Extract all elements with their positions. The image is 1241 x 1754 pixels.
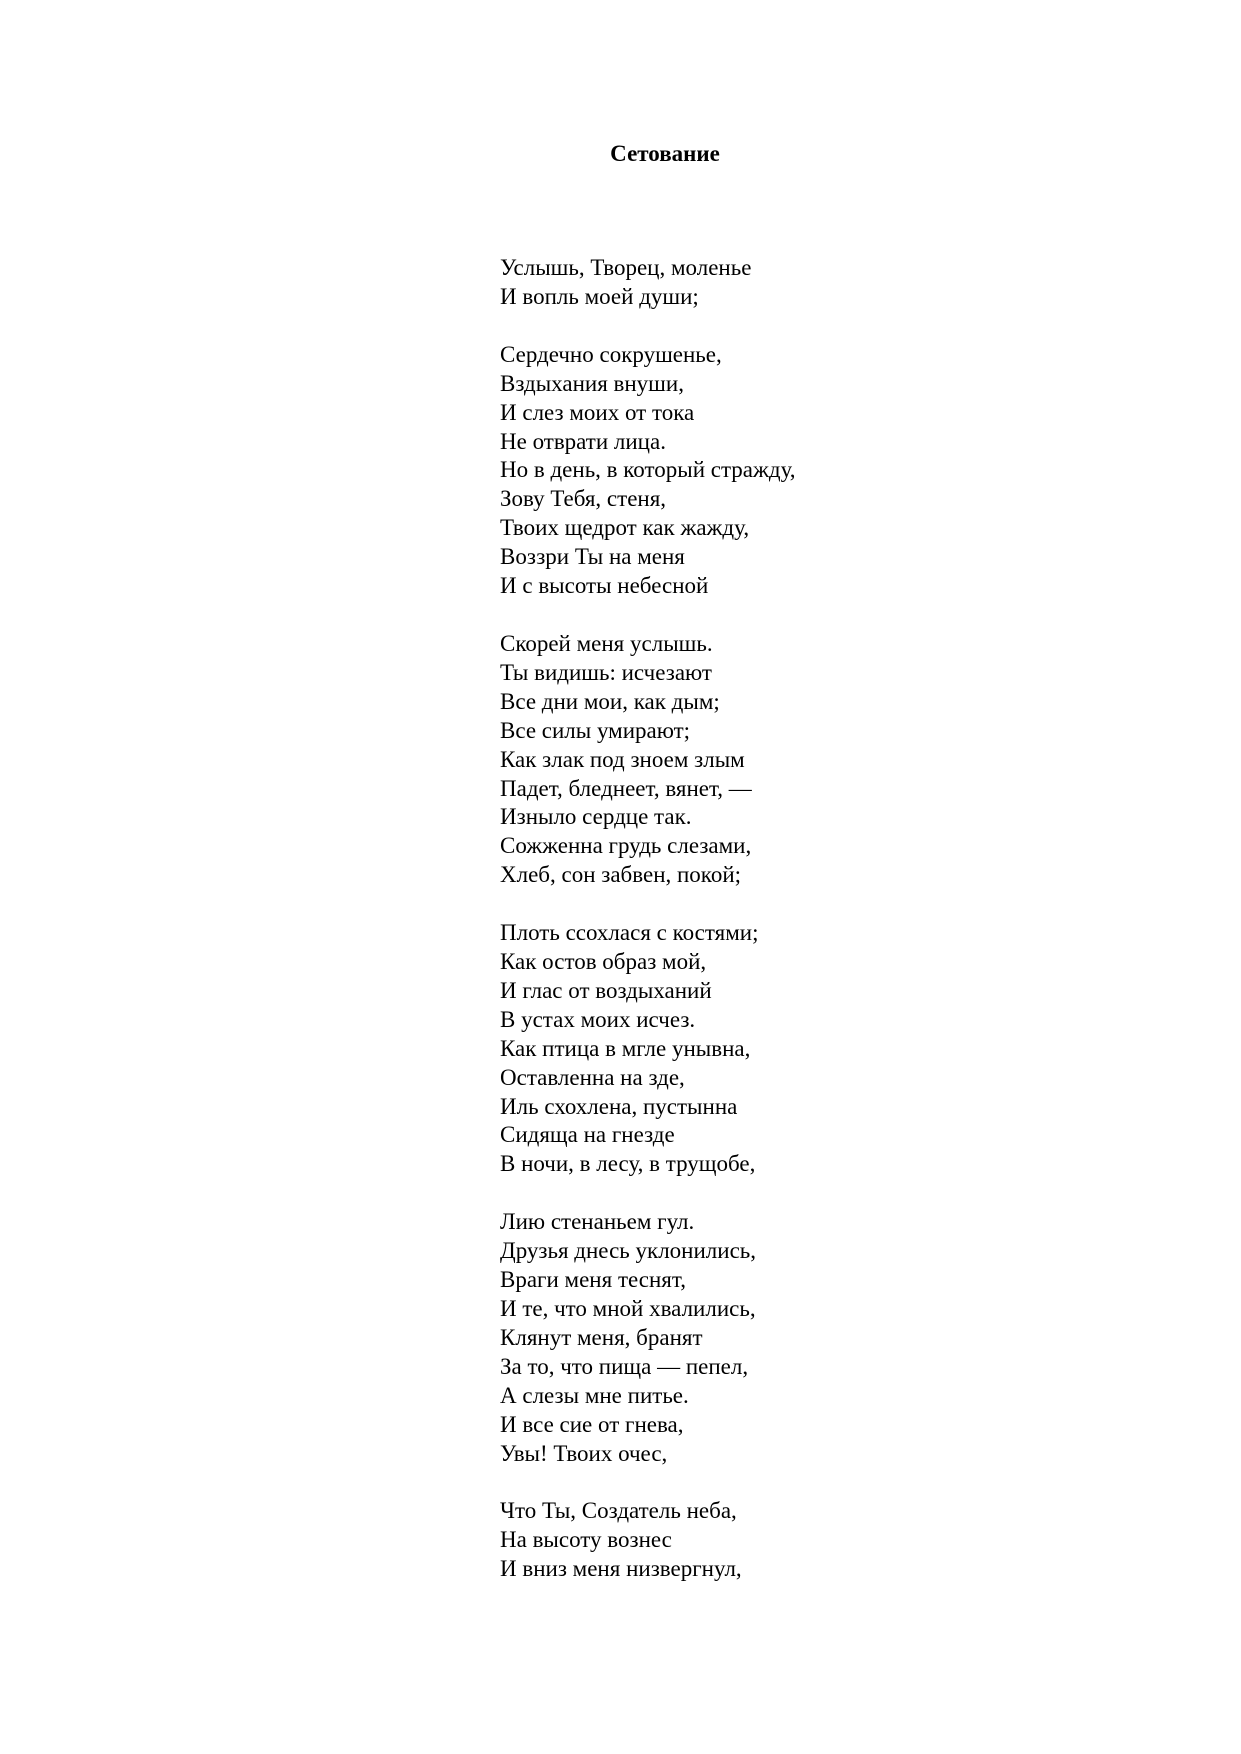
poem-line: А слезы мне питье. [500,1382,689,1408]
poem-line: За то, что пища — пепел, [500,1353,749,1379]
poem-line: Падет, бледнеет, вянет, — [500,775,752,801]
poem-line: Ты видишь: исчезают [500,659,712,685]
poem-line: Все дни мои, как дым; [500,688,720,714]
poem-line: Иль схохлена, пустынна [500,1093,738,1119]
stanza-6 [500,1497,1100,1584]
poem-line: Услышь, Творец, моленье [500,255,752,280]
poem-line: Хлеб, сон забвен, покой; [500,862,742,888]
poem-line: И вопль моей души; [500,283,699,309]
poem-line: Но в день, в который стражду, [500,457,796,483]
poem-line: Скорей меня услышь. [500,630,713,656]
poem-title: Сетование [610,141,720,166]
stanza-3 [500,630,1100,890]
poem-line: И те, что мной хвалились, [500,1296,756,1321]
poem-body [500,254,1100,1613]
poem-line: Сидяща на гнезде [500,1122,675,1148]
stanza-2 [500,341,1100,601]
poem-line: Сердечно сокрушенье, [500,341,722,367]
poem-line: Враги меня теснят, [500,1267,686,1293]
stanza-1 [500,254,1100,312]
poem-line: Оставленна на зде, [500,1064,685,1090]
poem-line: Как злак под зноем злым [500,746,745,772]
poem-line: И глас от воздыханий [500,977,712,1003]
poem-line: Все силы умирают; [500,717,691,743]
poem-line: Друзья днесь уклонились, [500,1238,757,1264]
poem-line: В устах моих исчез. [500,1006,696,1032]
poem-line: Клянут меня, бранят [500,1324,703,1350]
poem-line: Увы! Твоих очес, [500,1440,668,1466]
poem-line: И слез моих от тока [500,399,695,425]
poem-line: Сожженна грудь слезами, [500,833,752,859]
stanza-4 [500,919,1100,1179]
poem-line: Плоть ссохлася с костями; [500,920,759,946]
poem-line: На высоту вознес [500,1527,672,1553]
poem-line: Не отврати лица. [500,428,666,454]
poem-line: Что Ты, Создатель неба, [500,1498,737,1524]
poem-line: Как птица в мгле унывна, [500,1035,751,1061]
poem-line: Воззри Ты на меня [500,544,685,570]
poem-line: И все сие от гнева, [500,1411,684,1437]
poem-line: В ночи, в лесу, в трущобе, [500,1151,756,1177]
poem-line: И с высоты небесной [500,573,709,599]
poem-line: Как остов образ мой, [500,949,707,975]
poem-line: Лию стенаньем гул. [500,1209,695,1235]
stanza-5 [500,1208,1100,1468]
poem-line: И вниз меня низвергнул, [500,1556,742,1582]
poem-line: Твоих щедрот как жажду, [500,515,750,541]
poem-line: Зову Тебя, стеня, [500,486,667,512]
poem-line: Изныло сердце так. [500,804,692,830]
poem-line: Вздыхания внуши, [500,370,684,396]
